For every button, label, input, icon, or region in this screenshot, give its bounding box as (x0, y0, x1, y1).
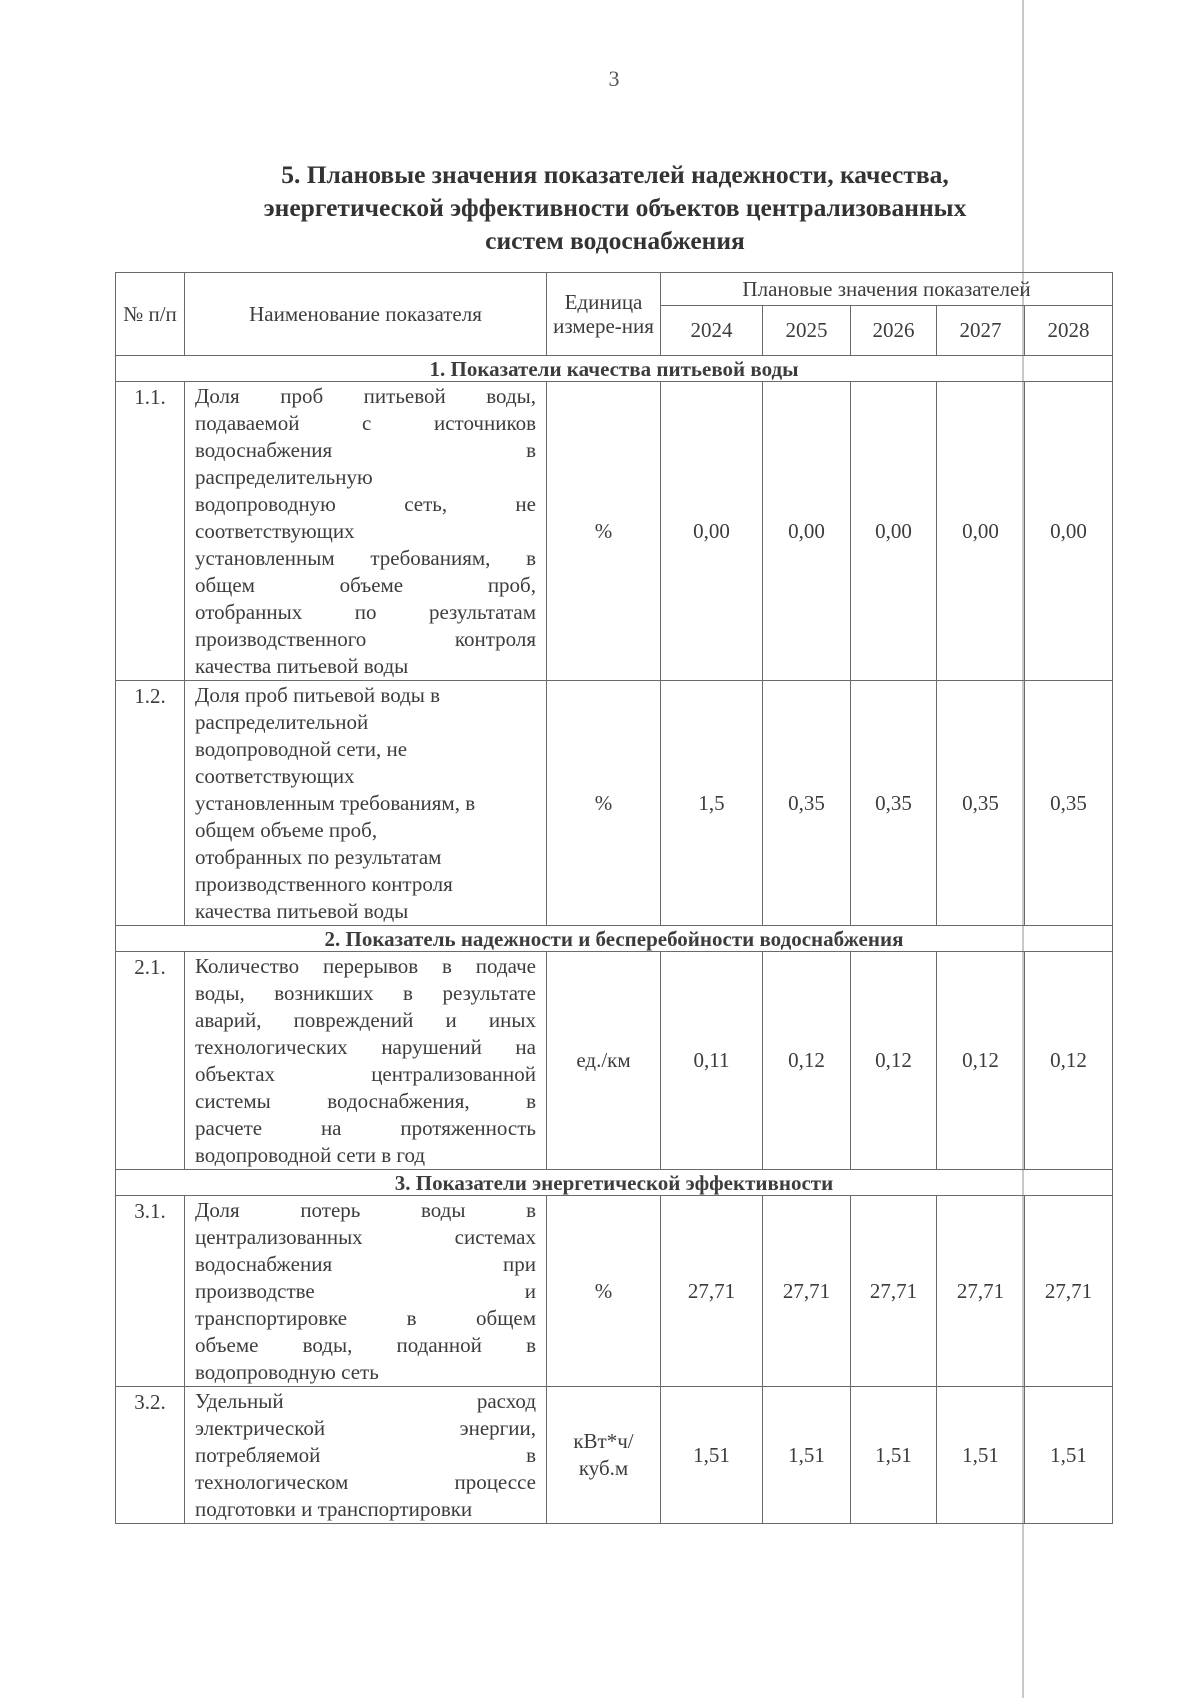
indicator-name-line: подготовки и транспортировки (195, 1497, 473, 1521)
indicator-name-line: установленным требованиям, в (195, 791, 476, 815)
planned-value-2026: 0,00 (851, 382, 937, 681)
unit-of-measure: ед./км (547, 952, 661, 1170)
indicator-name-line: Доля потерь воды в (195, 1198, 536, 1222)
section-title: 1. Показатели качества питьевой воды (116, 356, 1113, 382)
planned-value-2027: 1,51 (937, 1387, 1025, 1524)
indicator-name-line: централизованных системах (195, 1225, 536, 1249)
indicator-name-line: качества питьевой воды (195, 654, 409, 678)
indicator-name-line: электрической энергии, (195, 1416, 536, 1440)
section-header-row (116, 356, 1113, 382)
section-title: 2. Показатель надежности и бесперебойности водоснабжения (116, 926, 1113, 952)
indicator-name-line: отобранных по результатам (195, 600, 536, 624)
indicator-name-line: аварий, повреждений и иных (195, 1008, 536, 1032)
indicator-name-line: качества питьевой воды (195, 899, 409, 923)
title-line: систем водоснабжения (485, 226, 745, 255)
planned-value-2028: 1,51 (1025, 1387, 1113, 1524)
row-number: 1.1. (116, 382, 185, 681)
section-header-row (116, 926, 1113, 952)
indicator-name-line: Количество перерывов в подаче (195, 954, 536, 978)
section-title: 3. Показатели энергетической эффективности (116, 1170, 1113, 1196)
indicator-name-line: водопроводной сети в год (195, 1143, 426, 1167)
title-line: 5. Плановые значения показателей надежности, качества, (281, 160, 949, 189)
indicator-name-line: системы водоснабжения, в (195, 1089, 536, 1113)
planned-value-2024: 27,71 (661, 1196, 763, 1387)
indicator-name (185, 952, 547, 1170)
header-year: 2024 (661, 305, 763, 355)
planned-value-2027: 0,35 (937, 681, 1025, 926)
header-planned-values: Плановые значения показателей (661, 273, 1113, 306)
planned-value-2026: 0,35 (851, 681, 937, 926)
row-number: 3.1. (116, 1196, 185, 1387)
header-year: 2027 (937, 305, 1025, 355)
indicator-name (185, 681, 547, 926)
planned-value-2025: 1,51 (763, 1387, 851, 1524)
row-number: 3.2. (116, 1387, 185, 1524)
planned-value-2027: 0,00 (937, 382, 1025, 681)
unit-of-measure: % (547, 681, 661, 926)
indicator-name-line: Доля проб питьевой воды в (195, 683, 441, 707)
indicator-name-line: производственного контроля (195, 872, 453, 896)
indicator-name-line: технологическом процессе (195, 1470, 536, 1494)
header-number: № п/п (116, 273, 185, 356)
section-header-row (116, 1170, 1113, 1196)
indicator-name-line: распределительной (195, 710, 369, 734)
header-year: 2026 (851, 305, 937, 355)
planned-value-2026: 0,12 (851, 952, 937, 1170)
planned-value-2028: 0,35 (1025, 681, 1113, 926)
indicator-name-line: Удельный расход (195, 1389, 536, 1413)
planned-value-2025: 0,12 (763, 952, 851, 1170)
planned-value-2024: 0,00 (661, 382, 763, 681)
planned-value-2028: 0,00 (1025, 382, 1113, 681)
row-number: 2.1. (116, 952, 185, 1170)
indicator-name-line: производственного контроля (195, 627, 536, 651)
indicator-name-line: расчете на протяженность (195, 1116, 536, 1140)
header-year: 2025 (763, 305, 851, 355)
document-title (200, 158, 1030, 257)
indicator-name (185, 382, 547, 681)
indicator-name-line: объеме воды, поданной в (195, 1333, 536, 1357)
planned-value-2027: 0,12 (937, 952, 1025, 1170)
table-row (116, 1387, 1113, 1524)
planned-value-2024: 1,51 (661, 1387, 763, 1524)
header-unit: Единица измере-ния (547, 273, 661, 356)
planned-value-2026: 27,71 (851, 1196, 937, 1387)
table-row (116, 681, 1113, 926)
unit-of-measure: кВт*ч/ куб.м (547, 1387, 661, 1524)
planned-value-2025: 27,71 (763, 1196, 851, 1387)
indicator-name-line: общем объеме проб, (195, 573, 536, 597)
indicator-name (185, 1387, 547, 1524)
page-number: 3 (608, 66, 620, 91)
indicator-name-line: водоснабжения в (195, 438, 536, 462)
planned-value-2024: 1,5 (661, 681, 763, 926)
planned-value-2024: 0,11 (661, 952, 763, 1170)
indicator-name-line: воды, возникших в результате (195, 981, 536, 1005)
indicator-name-line: технологических нарушений на (195, 1035, 536, 1059)
planned-value-2028: 27,71 (1025, 1196, 1113, 1387)
planned-value-2028: 0,12 (1025, 952, 1113, 1170)
table-row (116, 952, 1113, 1170)
planned-value-2025: 0,00 (763, 382, 851, 681)
table-body (116, 356, 1113, 1524)
indicator-name-line: соответствующих (195, 764, 355, 788)
indicator-name-line: распределительную (195, 465, 373, 489)
planned-value-2026: 1,51 (851, 1387, 937, 1524)
indicator-name-line: объектах централизованной (195, 1062, 536, 1086)
indicator-name-line: отобранных по результатам (195, 845, 442, 869)
indicator-name (185, 1196, 547, 1387)
indicator-name-line: Доля проб питьевой воды, (195, 384, 536, 408)
planned-value-2027: 27,71 (937, 1196, 1025, 1387)
planned-value-2025: 0,35 (763, 681, 851, 926)
indicator-name-line: соответствующих (195, 519, 355, 543)
indicator-name-line: транспортировке в общем (195, 1306, 536, 1330)
indicators-table (115, 272, 1113, 1524)
indicator-name-line: общем объеме проб, (195, 818, 378, 842)
table-row (116, 1196, 1113, 1387)
unit-of-measure: % (547, 1196, 661, 1387)
indicator-name-line: потребляемой в (195, 1443, 536, 1467)
indicator-name-line: установленным требованиям, в (195, 546, 536, 570)
row-number: 1.2. (116, 681, 185, 926)
header-indicator-name: Наименование показателя (185, 273, 547, 356)
indicator-name-line: водопроводной сети, не (195, 737, 408, 761)
indicator-name-line: подаваемой с источников (195, 411, 536, 435)
indicator-name-line: водопроводную сеть, не (195, 492, 536, 516)
header-year: 2028 (1025, 305, 1113, 355)
indicator-name-line: водоснабжения при (195, 1252, 536, 1276)
title-line: энергетической эффективности объектов централизованных (263, 193, 967, 222)
unit-of-measure: % (547, 382, 661, 681)
table-row (116, 382, 1113, 681)
indicator-name-line: водопроводную сеть (195, 1360, 379, 1384)
indicator-name-line: производстве и (195, 1279, 536, 1303)
